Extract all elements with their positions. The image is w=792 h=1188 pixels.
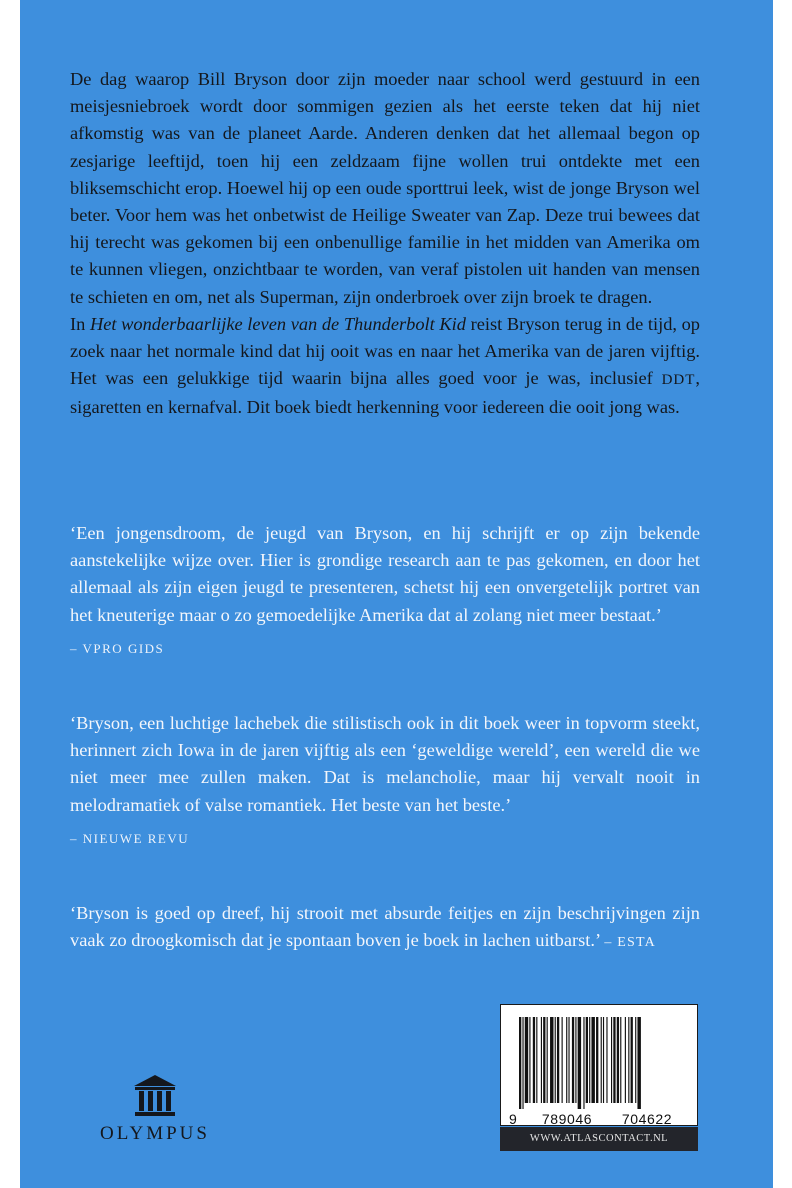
quote-source: – NIEUWE REVU bbox=[70, 830, 190, 846]
barcode-bar bbox=[547, 1017, 548, 1103]
blurb bbox=[70, 66, 700, 422]
barcode-bar bbox=[555, 1017, 556, 1103]
review-quote-1 bbox=[70, 520, 700, 662]
barcode-bar bbox=[617, 1017, 619, 1103]
publisher-logo bbox=[90, 1073, 220, 1145]
barcode-bar bbox=[522, 1017, 523, 1109]
quote-text bbox=[70, 900, 700, 956]
barcode-bar bbox=[575, 1017, 576, 1103]
quote-body: ‘Bryson is goed op dreef, hij strooit met absurde feitjes en zijn beschrijvingen zijn vaak zo droogkomisch dat je spontaan boven je boek in lachen uitbarst.’ bbox=[70, 903, 700, 951]
barcode-bar bbox=[536, 1017, 537, 1103]
barcode-bar bbox=[583, 1017, 584, 1109]
barcode-bar bbox=[525, 1017, 528, 1103]
barcode-bar bbox=[631, 1017, 633, 1103]
quote-source: – VPRO GIDS bbox=[70, 640, 165, 656]
blurb-paragraph-2 bbox=[70, 311, 700, 422]
barcode-bar bbox=[519, 1017, 521, 1109]
isbn-barcode bbox=[500, 1004, 698, 1126]
barcode-bar bbox=[529, 1017, 530, 1103]
barcode-bar bbox=[566, 1017, 567, 1103]
barcode-bar bbox=[606, 1017, 607, 1103]
barcode-bar bbox=[620, 1017, 621, 1103]
barcode-bar bbox=[603, 1017, 604, 1103]
barcode-bar bbox=[541, 1017, 542, 1103]
review-quote-2 bbox=[70, 710, 700, 852]
barcode-right-digits: 704622 bbox=[621, 1111, 673, 1127]
blurb-intro: In bbox=[70, 313, 90, 334]
barcode-bar bbox=[601, 1017, 602, 1103]
blurb-paragraph-1: De dag waarop Bill Bryson door zijn moeder naar school werd gestuurd in een meisjesniebroek wordt door sommigen gezien als het eerste teken dat hij niet afkomstig was van de planeet Aarde. Anderen denken dat het allemaal begon op zesjarige leeftijd, toen hij een zeldzaam fijne wollen trui ontdekte met een bliksemschicht erop. Hoewel hij op een oude sporttrui leek, wist de jonge Bryson wel beter. Voor hem was het onbetwist de Heilige Sweater van Zap. Deze trui bewees dat hij terecht was gekomen bij een onbenullige familie in het midden van Amerika om te kunnen vliegen, onzichtbaar te worden, van veraf pistolen uit handen van mensen te schieten en om, net als Superman, zijn onderbroek over zijn broek te dragen. bbox=[70, 69, 700, 307]
barcode-bar bbox=[533, 1017, 535, 1103]
barcode-bar bbox=[635, 1017, 636, 1103]
quote-source: – ESTA bbox=[604, 935, 656, 951]
barcode-bar bbox=[557, 1017, 559, 1103]
barcode-first-digit: 9 bbox=[509, 1111, 518, 1127]
temple-icon bbox=[132, 1073, 178, 1119]
publisher-website: WWW.ATLASCONTACT.NL bbox=[500, 1127, 698, 1151]
review-quote-3 bbox=[70, 900, 700, 956]
barcode-bar bbox=[578, 1017, 581, 1109]
barcode-bar bbox=[625, 1017, 626, 1103]
barcode-bar bbox=[550, 1017, 553, 1103]
barcode-number bbox=[509, 1111, 693, 1127]
blurb-middle: reist Bryson terug in de tijd, op zoek naar het normale kind dat hij ooit was en naar het Amerika van de jaren vijftig. Het was een gelukkige tijd waarin bijna alles goed voor je was, inclusief bbox=[70, 313, 700, 389]
barcode-bar bbox=[589, 1017, 590, 1103]
barcode-bars bbox=[515, 1017, 685, 1109]
book-title: Het wonderbaarlijke leven van de Thunderbolt Kid bbox=[89, 313, 466, 334]
blurb-end: , sigaretten en kernafval. Dit boek biedt herkenning voor iedereen die ooit jong was. bbox=[70, 368, 700, 418]
barcode-bar bbox=[611, 1017, 612, 1103]
quote-text: ‘Bryson, een luchtige lachebek die stilistisch ook in dit boek weer in topvorm steekt, herinnert zich Iowa in de jaren vijftig als een ‘geweldige wereld’, een wereld die we niet meer mee zullen maken. Dat is melancholie, maar hij vervalt nooit in melodramatiek of valse romantiek. Het beste van het beste.’ bbox=[70, 713, 700, 815]
barcode-bar bbox=[568, 1017, 569, 1103]
ddt-term: DDT bbox=[661, 372, 696, 389]
barcode-bar bbox=[572, 1017, 574, 1103]
barcode-bar bbox=[543, 1017, 545, 1103]
barcode-bar bbox=[562, 1017, 563, 1103]
barcode-bar bbox=[637, 1017, 640, 1109]
barcode-bar bbox=[628, 1017, 629, 1103]
barcode-left-digits: 789046 bbox=[541, 1111, 593, 1127]
publisher-name: OLYMPUS bbox=[100, 1123, 210, 1144]
barcode-bar bbox=[596, 1017, 598, 1103]
barcode-bar bbox=[586, 1017, 588, 1103]
barcode-bar bbox=[613, 1017, 615, 1103]
quote-text: ‘Een jongensdroom, de jeugd van Bryson, en hij schrijft er op zijn bekende aanstekelijke wijze over. Hier is grondige research aan te pas gekomen, en door het allemaal als zijn eigen jeugd te presenteren, schetst hij een onvergetelijk portret van het kneuterige maar o zo gemoedelijke Amerika dat al zolang niet meer bestaat.’ bbox=[70, 523, 700, 625]
barcode-bar bbox=[591, 1017, 594, 1103]
